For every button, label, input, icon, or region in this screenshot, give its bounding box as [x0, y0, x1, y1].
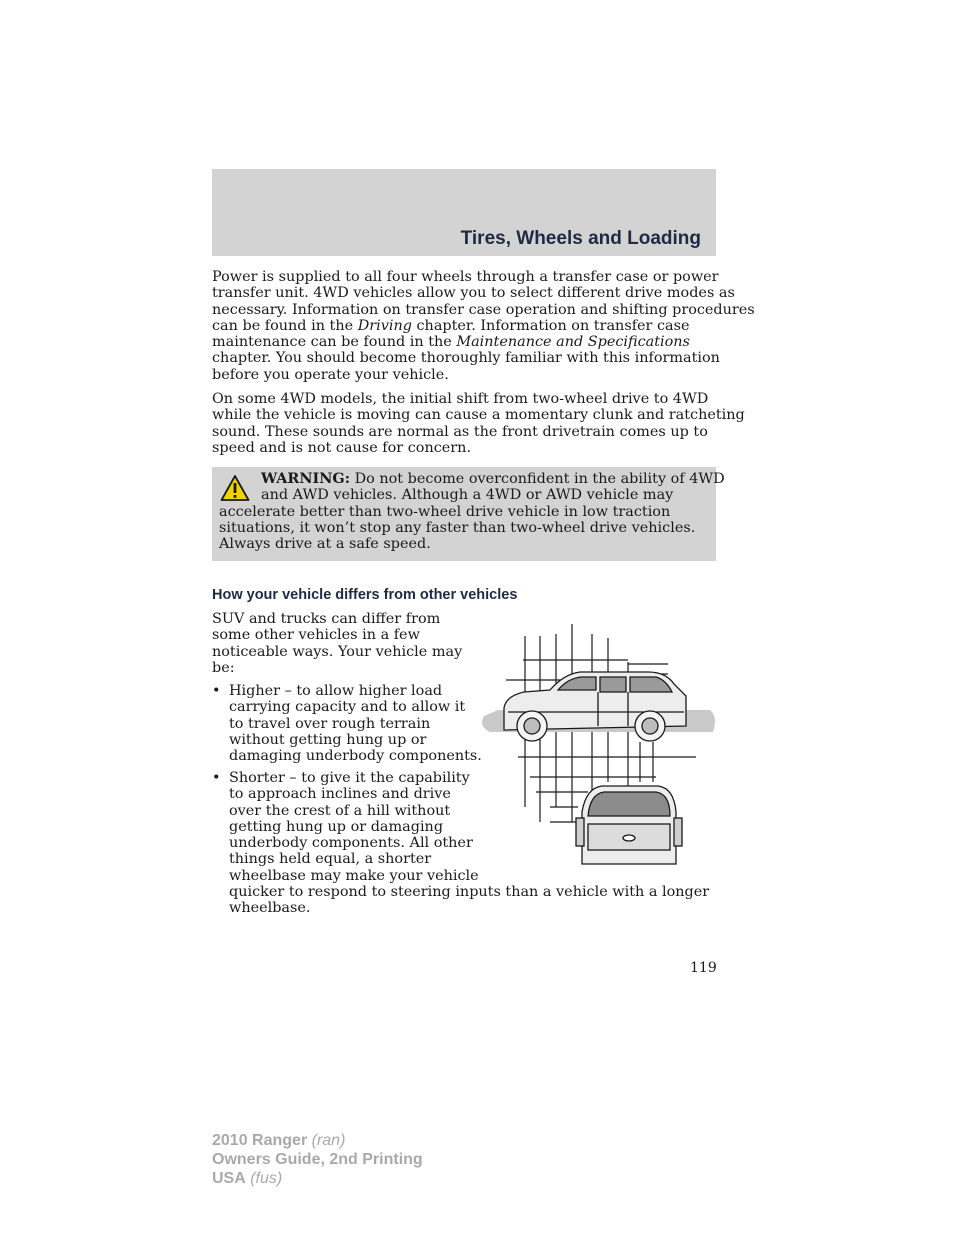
text-fragment: Do not become overconfident in the ability of 4WD	[350, 471, 725, 487]
section-heading: How your vehicle differs from other vehicles	[212, 587, 518, 603]
chapter-header-band	[212, 169, 716, 256]
text-line: getting hung up or damaging	[229, 818, 444, 835]
paragraph-power-supply	[212, 269, 755, 383]
paragraph-4wd-shift	[212, 391, 745, 456]
text-line	[212, 318, 722, 334]
text-line: On some 4WD models, the initial shift from two-wheel drive to 4WD	[212, 391, 709, 407]
text-line: and AWD vehicles. Although a 4WD or AWD vehicle may	[261, 487, 674, 504]
text-line: carrying capacity and to allow it	[229, 699, 466, 716]
text-line: SUV and trucks can differ from	[212, 611, 441, 627]
text-line: Higher – to allow higher load	[229, 683, 443, 699]
chapter-title: Tires, Wheels and Loading	[460, 228, 701, 249]
text-line: sound. These sounds are normal as the front drivetrain comes up to	[212, 423, 708, 440]
suv-rear-view	[576, 786, 682, 864]
text-line: chapter. You should become thoroughly familiar with this information	[212, 350, 720, 367]
text-line: to approach inclines and drive	[229, 786, 451, 803]
list-item-text	[229, 683, 482, 764]
guide-edition: Owners Guide, 2nd Printing	[212, 1151, 423, 1168]
list-item-higher	[212, 683, 482, 764]
text-line: Always drive at a safe speed.	[219, 536, 431, 553]
text-line: damaging underbody components.	[229, 748, 482, 765]
page-number: 119	[690, 960, 717, 976]
chapter-reference-maintenance: Maintenance and Specifications	[456, 334, 690, 351]
text-line: situations, it won’t stop any faster than two-wheel drive vehicles.	[219, 519, 696, 536]
text-line	[212, 334, 722, 350]
chapter-reference-driving: Driving	[357, 317, 412, 334]
warning-text	[219, 471, 725, 552]
text-line	[219, 471, 725, 487]
text-line: without getting hung up or	[229, 731, 427, 748]
model-name: 2010 Ranger	[212, 1132, 308, 1149]
text-line: while the vehicle is moving can cause a momentary clunk and ratcheting	[212, 407, 745, 424]
text-line: Power is supplied to all four wheels through a transfer case or power	[212, 269, 719, 285]
warning-label: WARNING:	[261, 470, 351, 487]
text-fragment: maintenance can be found in the	[212, 334, 457, 351]
warning-box	[212, 467, 725, 561]
market-code: (fus)	[245, 1170, 283, 1187]
text-line: be:	[212, 659, 235, 676]
text-line: some other vehicles in a few	[212, 627, 420, 644]
text-line: speed and is not cause for concern.	[212, 439, 472, 456]
text-line: wheelbase may make your vehicle	[229, 867, 479, 884]
text-fragment: can be found in the	[212, 317, 358, 334]
text-line: noticeable ways. Your vehicle may	[212, 643, 463, 660]
text-line: transfer unit. 4WD vehicles allow you to select different drive modes as	[212, 285, 735, 302]
text-fragment: chapter. Information on transfer case	[411, 317, 690, 334]
bullet-dot: •	[212, 683, 221, 699]
text-line: Shorter – to give it the capability	[229, 770, 470, 786]
text-line	[212, 1169, 423, 1188]
section-intro	[212, 611, 462, 676]
text-line: before you operate your vehicle.	[212, 366, 449, 383]
text-line: to travel over rough terrain	[229, 715, 431, 732]
text-line: quicker to respond to steering inputs than a vehicle with a longer	[229, 884, 710, 901]
text-line: underbody components. All other	[229, 835, 473, 852]
text-line	[212, 1131, 423, 1150]
text-line: accelerate better than two-wheel drive vehicle in low traction	[219, 503, 671, 520]
market-name: USA	[212, 1170, 246, 1187]
text-line: necessary. Information on transfer case operation and shifting procedures	[212, 301, 755, 318]
model-code: (ran)	[307, 1132, 346, 1149]
text-line	[212, 1150, 423, 1169]
document-footer	[212, 1131, 423, 1188]
text-line: things held equal, a shorter	[229, 851, 432, 868]
text-line: wheelbase.	[229, 900, 311, 917]
suv-illustration	[478, 622, 718, 866]
text-line: over the crest of a hill without	[229, 802, 451, 819]
bullet-dot: •	[212, 770, 221, 786]
